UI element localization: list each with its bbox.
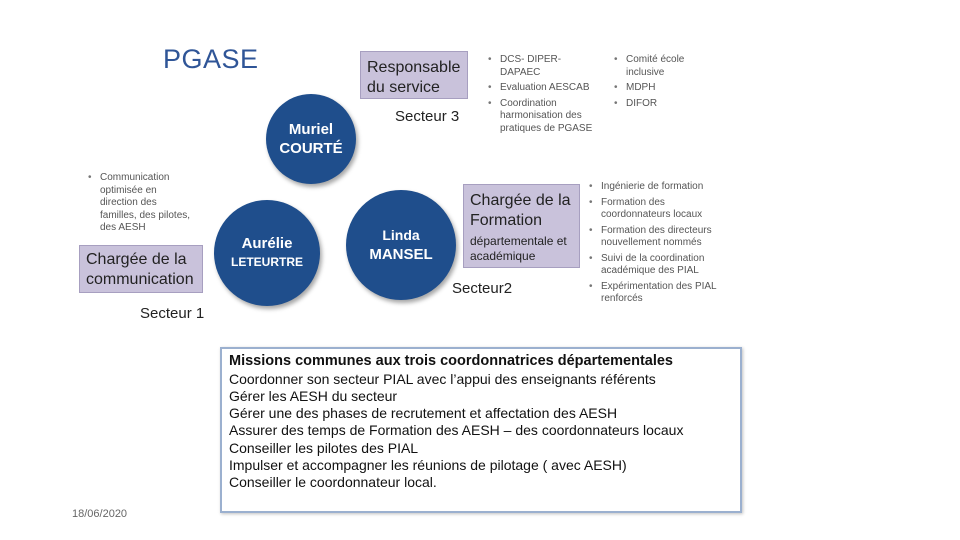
list-item: Gérer les AESH du secteur [229,387,398,404]
page-title: PGASE [163,44,259,74]
sector-2-label: Secteur2 [452,280,513,297]
list-item: • Comité école inclusive [614,54,704,79]
sector-1-label: Secteur 1 [140,305,205,322]
list-item: Assurer des temps de Formation des AESH – des coordonnateurs locaux [229,422,684,439]
role-sublabel-formation: départementale et académique [470,234,567,263]
list-item: • Ingénierie de formation [589,181,729,194]
list-item: • Evaluation AESCAB [488,82,600,95]
role-box-formation [463,184,580,268]
list-item: Impulser et accompagner les réunions de pilotage ( avec AESH) [229,456,627,473]
date-label: 18/06/2020 [72,508,128,520]
communication-bullets [88,172,194,238]
person-last-name: MANSEL [369,246,433,263]
missions-list [229,371,733,492]
person-first-name: Muriel [288,121,334,138]
list-item: • Suivi de la coordination académique des PIAL [589,253,729,278]
person-circle-leteurtre [214,200,320,306]
person-last-name: COURTÉ [279,140,343,157]
list-item: • Expérimentation des PIAL renforcés [589,281,729,306]
role-label-formation: Chargée de la Formation [470,192,571,229]
list-item: Coordonner son secteur PIAL avec l’appui des enseignants référents [229,370,656,387]
list-item: Conseiller le coordonnateur local. [229,474,437,491]
formation-bullets [589,181,729,309]
person-circle-courte [266,94,356,184]
list-item: Gérer une des phases de recrutement et affectation des AESH [229,405,618,422]
role-box-responsable [360,51,468,99]
list-item: • Coordination harmonisation des pratiques de PGASE [488,98,600,136]
responsable-bullets-left [488,54,600,138]
list-item: • Formation des coordonnateurs locaux [589,197,729,222]
responsable-bullets-right [614,54,704,113]
sector-3-label: Secteur 3 [395,108,460,125]
list-item: • DIFOR [614,98,704,111]
list-item: • DCS- DIPER-DAPAEC [488,54,600,79]
role-label-responsable: Responsable du service [367,59,461,96]
person-circle-mansel [346,190,456,300]
missions-heading: Missions communes aux trois coordonnatrices départementales [229,353,673,369]
list-item: • MDPH [614,82,704,95]
person-first-name: Linda [382,227,420,243]
role-label-communication: Chargée de la communication [86,251,194,288]
list-item: • Formation des directeurs nouvellement nommés [589,225,729,250]
missions-box [220,347,742,513]
list-item: • Communication optimisée en direction des familles, des pilotes, des AESH [88,172,194,235]
person-first-name: Aurélie [241,235,293,252]
person-last-name: LETEURTRE [231,255,303,269]
role-box-communication [79,245,203,293]
list-item: Conseiller les pilotes des PIAL [229,439,419,456]
